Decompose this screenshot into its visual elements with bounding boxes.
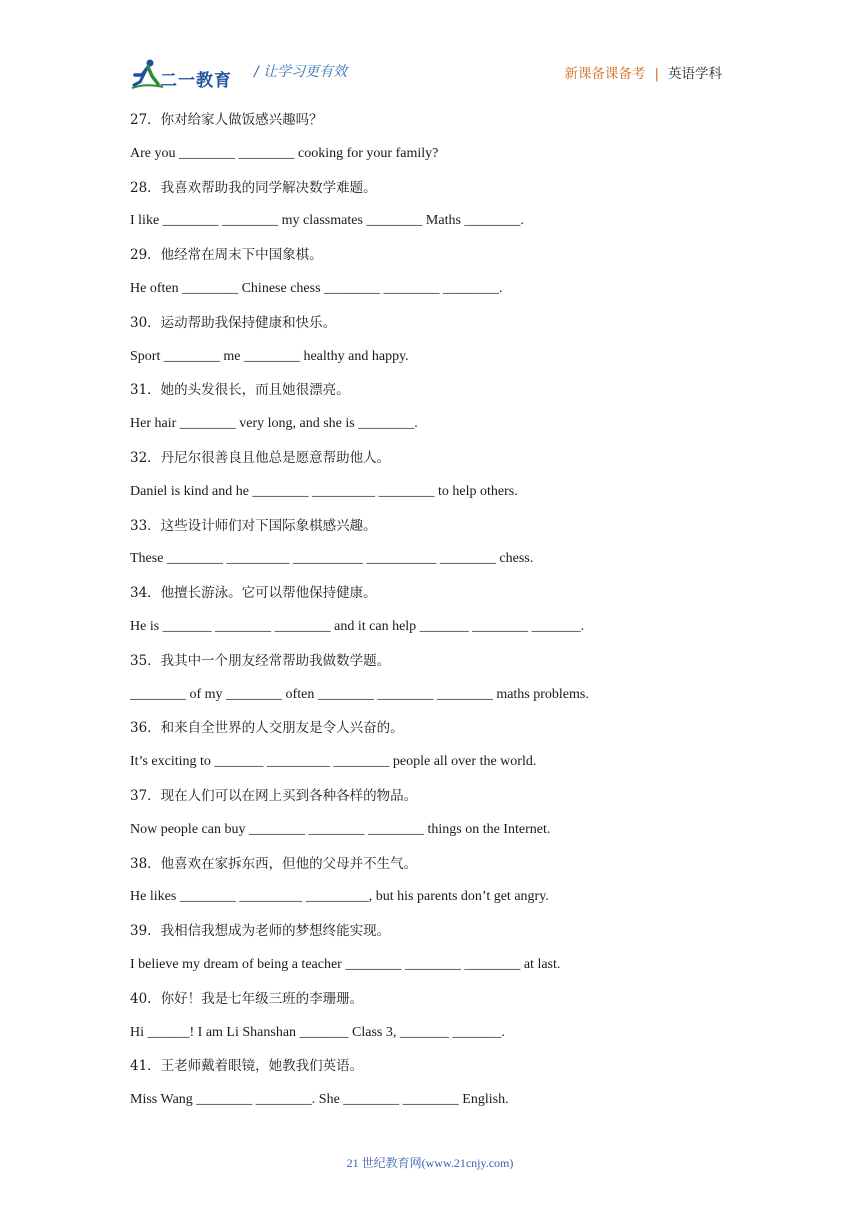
question-32-chinese: 32．丹尼尔很善良且他总是愿意帮助他人。 [130, 449, 391, 466]
question-34-english: He is _______ ________ ________ and it can help _______ ________ _______. [130, 618, 585, 634]
question-33-english: These ________ _________ __________ __________ ________ chess. [130, 551, 534, 567]
question-29-chinese: 29．他经常在周末下中国象棋。 [130, 247, 323, 264]
header-course-label: 新课备课备考 [564, 66, 646, 82]
header-slogan: / 让学习更有效 [254, 64, 348, 80]
question-31-chinese: 31．她的头发很长，而且她很漂亮。 [130, 382, 350, 399]
question-30-english: Sport ________ me ________ healthy and happy. [130, 348, 409, 364]
question-32-english: Daniel is kind and he ________ _________ ________ to help others. [130, 483, 518, 499]
runner-logo-icon [130, 58, 164, 90]
question-28-chinese: 28．我喜欢帮助我的同学解决数学难题。 [130, 179, 377, 196]
question-30-chinese: 30．运动帮助我保持健康和快乐。 [130, 314, 337, 331]
question-40-english: Hi ______! I am Li Shanshan _______ Class 3, _______ _______. [130, 1024, 505, 1040]
question-36-english: It’s exciting to _______ _________ ________ people all over the world. [130, 754, 537, 770]
question-34-chinese: 34．他擅长游泳。它可以帮他保持健康。 [130, 585, 377, 602]
question-40-chinese: 40．你好！我是七年级三班的李珊珊。 [130, 990, 364, 1007]
question-39-chinese: 39．我相信我想成为老师的梦想终能实现。 [130, 923, 391, 940]
question-35-chinese: 35．我其中一个朋友经常帮助我做数学题。 [130, 652, 391, 669]
question-35-english: ________ of my ________ often ________ ________ ________ maths problems. [130, 686, 589, 702]
question-31-english: Her hair ________ very long, and she is ________. [130, 416, 418, 432]
question-38-chinese: 38．他喜欢在家拆东西，但他的父母并不生气。 [130, 855, 418, 872]
header-subject-label: 英语学科 [668, 66, 722, 82]
header-separator: | [654, 66, 659, 82]
question-36-chinese: 36．和来自全世界的人交朋友是令人兴奋的。 [130, 720, 404, 737]
question-27-chinese: 27．你对给家人做饭感兴趣吗？ [130, 112, 323, 128]
logo-text: 二一教育 [160, 71, 232, 91]
question-28-english: I like ________ ________ my classmates ________ Maths ________. [130, 213, 524, 229]
question-41-chinese: 41．王老师戴着眼镜，她教我们英语。 [130, 1058, 364, 1075]
question-29-english: He often ________ Chinese chess ________ ________ ________. [130, 280, 503, 296]
question-37-english: Now people can buy ________ ________ ________ things on the Internet. [130, 821, 551, 837]
question-41-english: Miss Wang ________ ________. She ________ ________ English. [130, 1092, 509, 1108]
page-header [130, 52, 730, 92]
question-33-chinese: 33．这些设计师们对下国际象棋感兴趣。 [130, 517, 377, 534]
page-footer: 21 世纪教育网(www.21cnjy.com) [346, 1156, 514, 1170]
question-37-chinese: 37．现在人们可以在网上买到各种各样的物品。 [130, 787, 418, 804]
question-list [130, 110, 730, 1124]
question-39-english: I believe my dream of being a teacher ________ ________ ________ at last. [130, 956, 561, 972]
logo [130, 58, 248, 90]
question-27-english: Are you ________ ________ cooking for your family? [130, 145, 439, 161]
header-right [564, 62, 722, 82]
question-38-english: He likes ________ _________ _________, but his parents don’t get angry. [130, 889, 549, 905]
